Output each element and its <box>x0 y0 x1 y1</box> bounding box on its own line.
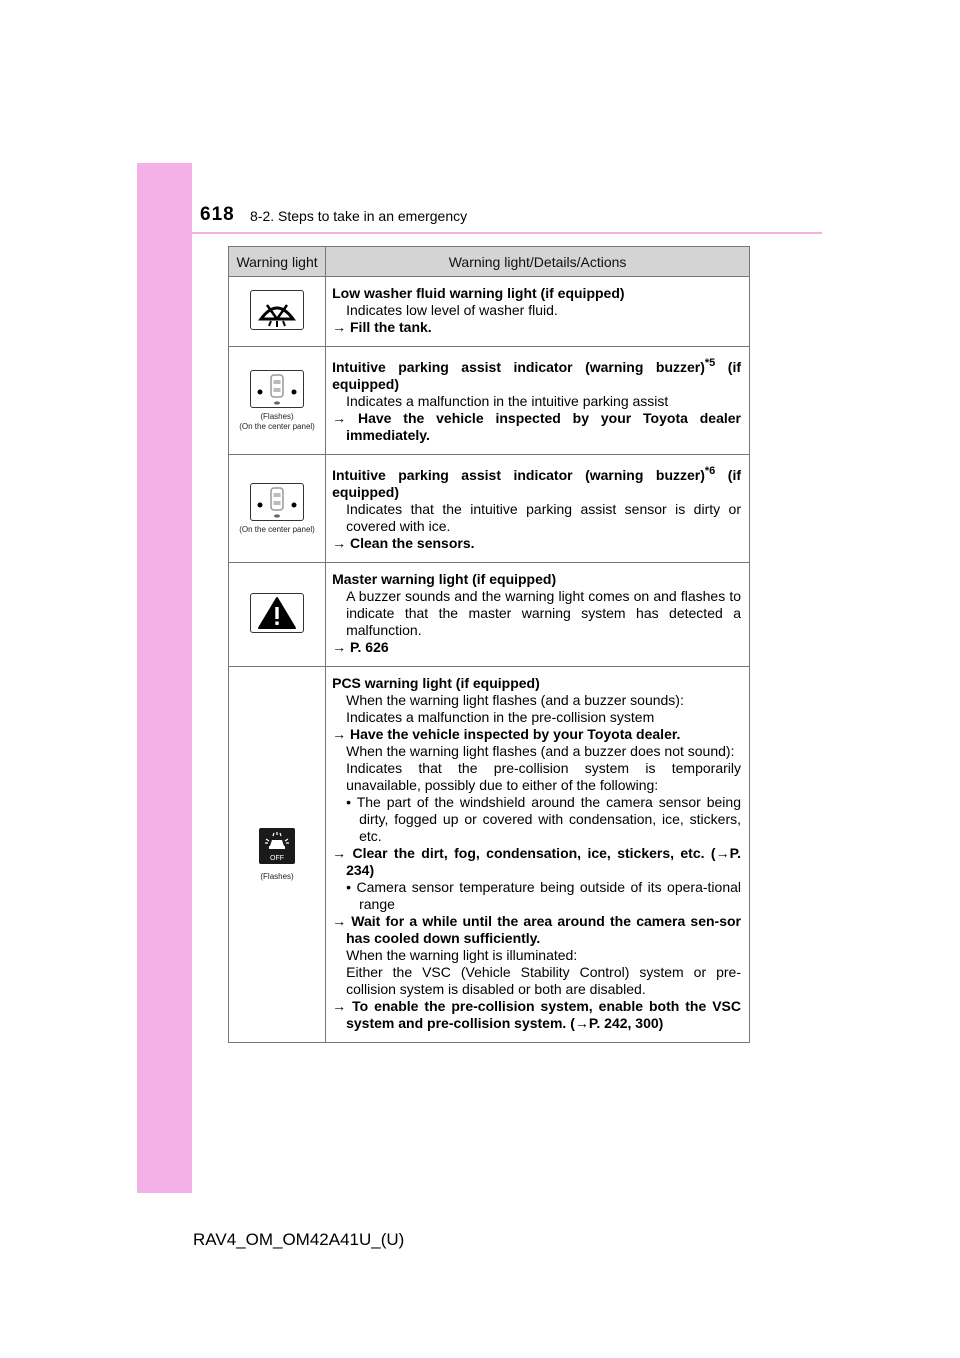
icon-cell <box>229 563 326 667</box>
table-row <box>229 455 750 563</box>
details-cell <box>326 277 750 347</box>
row-action: → Have the vehicle inspected by your Toyota dealer. <box>332 726 681 742</box>
table-row <box>229 347 750 455</box>
master-warning-icon <box>250 593 304 633</box>
row-title: PCS warning light (if equipped) <box>332 675 540 691</box>
icon-cell <box>229 277 326 347</box>
row-action: → Wait for a while until the area around the camera sen-sor has cooled down sufficiently. <box>332 913 741 946</box>
row-line: When the warning light flashes (and a buzzer does not sound): <box>346 743 735 759</box>
table-header-row <box>229 247 750 277</box>
details-cell <box>326 347 750 455</box>
table-row <box>229 277 750 347</box>
column-header-warning-light: Warning light <box>229 247 326 277</box>
bullet-item: • Camera sensor temperature being outside of its opera-tional range <box>346 879 741 912</box>
warning-light-table <box>228 246 750 1043</box>
pcs-off-icon <box>259 828 295 864</box>
icon-caption: (On the center panel) <box>239 421 315 431</box>
icon-caption: (On the center panel) <box>239 524 315 534</box>
bullet-item: • The part of the windshield around the camera sensor being dirty, fogged up or covered with condensation, ice, stickers, etc. <box>346 794 741 844</box>
row-title-suffix: (if equipped) <box>332 467 742 500</box>
row-description: Indicates low level of washer fluid. <box>346 302 558 318</box>
row-title-suffix: (if equipped) <box>332 359 742 392</box>
row-line: When the warning light is illuminated: <box>346 947 578 963</box>
row-title <box>332 463 741 501</box>
row-action: → Have the vehicle inspected by your Toyota dealer immediately. <box>332 410 741 443</box>
details-cell <box>326 667 750 1043</box>
washer-fluid-icon <box>250 290 304 330</box>
row-title: Master warning light (if equipped) <box>332 571 557 587</box>
details-cell <box>326 455 750 563</box>
row-action: → P. 626 <box>332 639 389 655</box>
section-title: 8-2. Steps to take in an emergency <box>250 208 468 224</box>
row-action: → Clear the dirt, fog, condensation, ice, stickers, etc. (→P. 234) <box>332 845 741 878</box>
parking-assist-icon <box>250 370 304 408</box>
row-action: → To enable the pre-collision system, enable both the VSC system and pre-collision system. (→P. 242, 300) <box>332 998 741 1031</box>
row-title-text: Intuitive parking assist indicator (warning buzzer) <box>332 359 705 375</box>
table-row <box>229 667 750 1043</box>
row-description: A buzzer sounds and the warning light comes on and flashes to indicate that the master warning system has detected a malfunction. <box>346 588 741 638</box>
row-line: Either the VSC (Vehicle Stability Control) system or pre-collision system is disabled or both are disabled. <box>346 964 741 997</box>
page-number: 618 <box>200 204 235 225</box>
table-row <box>229 563 750 667</box>
row-line: Indicates a malfunction in the pre-collision system <box>346 709 655 725</box>
row-title-text: Intuitive parking assist indicator (warning buzzer) <box>332 467 705 483</box>
parking-assist-icon <box>250 483 304 521</box>
row-description: Indicates that the intuitive parking assist sensor is dirty or covered with ice. <box>346 501 741 534</box>
row-line: When the warning light flashes (and a buzzer sounds): <box>346 692 684 708</box>
icon-cell <box>229 455 326 563</box>
document-code: RAV4_OM_OM42A41U_(U) <box>193 1230 405 1249</box>
row-action: → Fill the tank. <box>332 319 432 335</box>
icon-cell <box>229 667 326 1043</box>
row-title <box>332 355 741 393</box>
side-tab-strip <box>137 163 192 1193</box>
row-title: Low washer fluid warning light (if equipped) <box>332 285 625 301</box>
pcs-off-label: OFF <box>270 854 285 862</box>
row-description: Indicates a malfunction in the intuitive parking assist <box>346 393 669 409</box>
footnote-marker: *5 <box>704 357 716 369</box>
row-line: Indicates that the pre-collision system is temporarily unavailable, possibly due to either of the following: <box>346 760 741 793</box>
icon-caption: (Flashes) <box>260 871 294 881</box>
icon-cell <box>229 347 326 455</box>
column-header-details: Warning light/Details/Actions <box>326 247 750 277</box>
footnote-marker: *6 <box>704 465 716 477</box>
header-rule <box>137 232 822 234</box>
row-action: → Clean the sensors. <box>332 535 475 551</box>
icon-caption: (Flashes) <box>260 411 294 421</box>
details-cell <box>326 563 750 667</box>
